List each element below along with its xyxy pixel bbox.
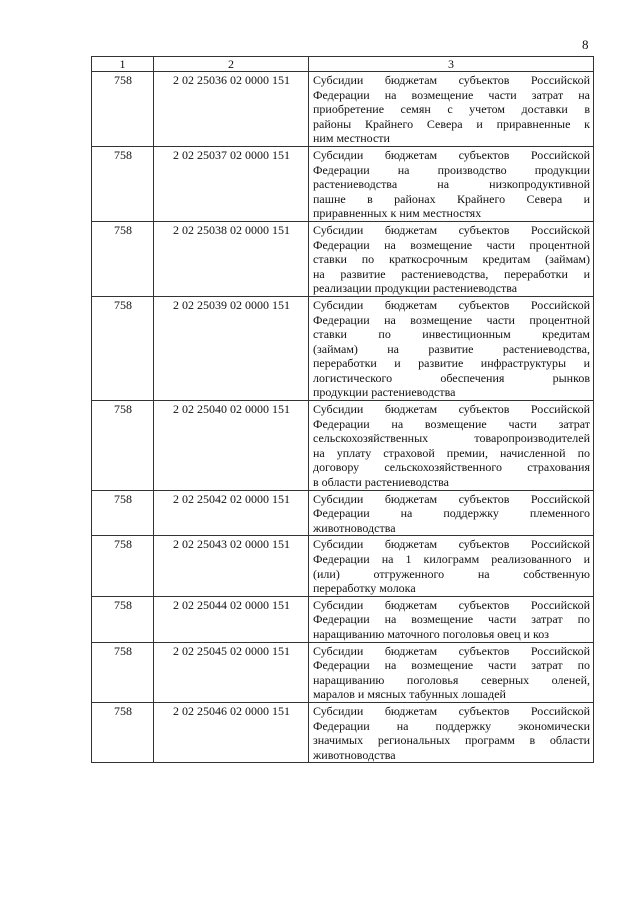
admin-code-cell: 758 <box>92 490 154 536</box>
name-text-line: сельскохозяйственных товаропроизводителей <box>313 431 590 446</box>
name-text-line: значимых региональных программ в области <box>313 733 590 748</box>
name-text-line: Субсидии бюджетам субъектов Российской <box>313 222 590 237</box>
table-row <box>92 536 594 596</box>
revenue-code-cell: 2 02 25038 02 0000 151 <box>154 221 309 296</box>
name-text-line: районы Крайнего Севера и приравненные к <box>313 116 590 131</box>
name-text-line: Субсидии бюджетам субъектов Российской <box>313 597 590 612</box>
name-text-line: реализации продукции растениеводства <box>313 281 518 296</box>
name-text-line: Федерации на возмещение части затрат по <box>313 658 590 673</box>
admin-code-cell: 758 <box>92 536 154 596</box>
name-text-line: Федерации на поддержку экономически <box>313 718 590 733</box>
name-text-line: животноводства <box>313 520 396 535</box>
column-header-1: 1 <box>92 57 154 72</box>
revenue-name-cell <box>309 596 594 642</box>
revenue-code-cell: 2 02 25040 02 0000 151 <box>154 401 309 491</box>
table-row <box>92 221 594 296</box>
name-text-line: переработку молока <box>313 581 416 596</box>
admin-code-cell: 758 <box>92 296 154 400</box>
name-text-line: наращиванию маточного поголовья овец и коз <box>313 626 550 641</box>
table-row <box>92 490 594 536</box>
name-text-line: Субсидии бюджетам субъектов Российской <box>313 297 590 312</box>
table-header-row <box>92 57 594 72</box>
name-text-line: приравненных к ним местностях <box>313 206 482 221</box>
budget-codes-table <box>91 56 594 763</box>
admin-code-cell: 758 <box>92 642 154 702</box>
revenue-name-cell <box>309 490 594 536</box>
revenue-name-cell <box>309 642 594 702</box>
admin-code-cell: 758 <box>92 221 154 296</box>
name-text-line: ним местности <box>313 131 390 146</box>
name-text-line: Субсидии бюджетам субъектов Российской <box>313 703 590 718</box>
revenue-code-cell: 2 02 25042 02 0000 151 <box>154 490 309 536</box>
name-text-line: наращиванию поголовья северных оленей, <box>313 672 590 687</box>
name-text-line: на уплату страховой премии, начисленной по <box>313 445 590 460</box>
name-text-line: растениеводства на низкопродуктивной <box>313 177 590 192</box>
name-text-line: пашне в районах Крайнего Севера и <box>313 191 590 206</box>
revenue-name-cell <box>309 536 594 596</box>
admin-code-cell: 758 <box>92 702 154 762</box>
admin-code-cell: 758 <box>92 146 154 221</box>
name-text-line: Федерации на производство продукции <box>313 162 590 177</box>
name-text-line: приобретение семян с учетом доставки в <box>313 102 590 117</box>
name-text-line: ставки по краткосрочным кредитам (займам) <box>313 252 590 267</box>
name-text-line: (займам) на развитие растениеводства, <box>313 341 590 356</box>
table-row <box>92 401 594 491</box>
table-row <box>92 296 594 400</box>
name-text-line: Субсидии бюджетам субъектов Российской <box>313 537 590 552</box>
table-row <box>92 596 594 642</box>
name-text-line: Субсидии бюджетам субъектов Российской <box>313 491 590 506</box>
name-text-line: Федерации на возмещение части затрат по <box>313 612 590 627</box>
revenue-name-cell <box>309 401 594 491</box>
table-row <box>92 72 594 147</box>
name-text-line: Субсидии бюджетам субъектов Российской <box>313 402 590 417</box>
revenue-code-cell: 2 02 25036 02 0000 151 <box>154 72 309 147</box>
name-text-line: договору сельскохозяйственного страхования <box>313 460 590 475</box>
revenue-name-cell <box>309 296 594 400</box>
revenue-code-cell: 2 02 25037 02 0000 151 <box>154 146 309 221</box>
name-text-line: животноводства <box>313 747 396 762</box>
name-text-line: маралов и мясных табунных лошадей <box>313 687 506 702</box>
revenue-name-cell <box>309 221 594 296</box>
column-header-3: 3 <box>309 57 594 72</box>
name-text-line: Федерации на возмещение части затрат на <box>313 87 590 102</box>
name-text-line: Субсидии бюджетам субъектов Российской <box>313 73 590 87</box>
table-row <box>92 702 594 762</box>
name-text-line: на развитие растениеводства, переработки и <box>313 266 590 281</box>
column-header-2: 2 <box>154 57 309 72</box>
name-text-line: Субсидии бюджетам субъектов Российской <box>313 147 590 162</box>
table-row <box>92 642 594 702</box>
page-number: 8 <box>582 37 589 52</box>
name-text-line: ставки по инвестиционным кредитам <box>313 327 590 342</box>
name-text-line: Федерации на возмещение части процентной <box>313 312 590 327</box>
name-text-line: Федерации на поддержку племенного <box>313 506 590 521</box>
name-text-line: (или) отгруженного на собственную <box>313 566 590 581</box>
revenue-name-cell <box>309 72 594 147</box>
revenue-name-cell <box>309 702 594 762</box>
name-text-line: продукции растениеводства <box>313 385 456 400</box>
name-text-line: Федерации на 1 килограмм реализованного и <box>313 552 590 566</box>
admin-code-cell: 758 <box>92 596 154 642</box>
name-text-line: Федерации на возмещение части затрат <box>313 416 590 431</box>
admin-code-cell: 758 <box>92 401 154 491</box>
admin-code-cell: 758 <box>92 72 154 147</box>
revenue-code-cell: 2 02 25046 02 0000 151 <box>154 702 309 762</box>
revenue-code-cell: 2 02 25045 02 0000 151 <box>154 642 309 702</box>
table-row <box>92 146 594 221</box>
name-text-line: Субсидии бюджетам субъектов Российской <box>313 643 590 658</box>
name-text-line: логистического обеспечения рынков <box>313 370 590 385</box>
revenue-code-cell: 2 02 25043 02 0000 151 <box>154 536 309 596</box>
name-text-line: Федерации на возмещение части процентной <box>313 237 590 252</box>
name-text-line: в области растениеводства <box>313 475 449 490</box>
name-text-line: переработки и развитие инфраструктуры и <box>313 356 590 371</box>
revenue-code-cell: 2 02 25039 02 0000 151 <box>154 296 309 400</box>
revenue-code-cell: 2 02 25044 02 0000 151 <box>154 596 309 642</box>
revenue-name-cell <box>309 146 594 221</box>
